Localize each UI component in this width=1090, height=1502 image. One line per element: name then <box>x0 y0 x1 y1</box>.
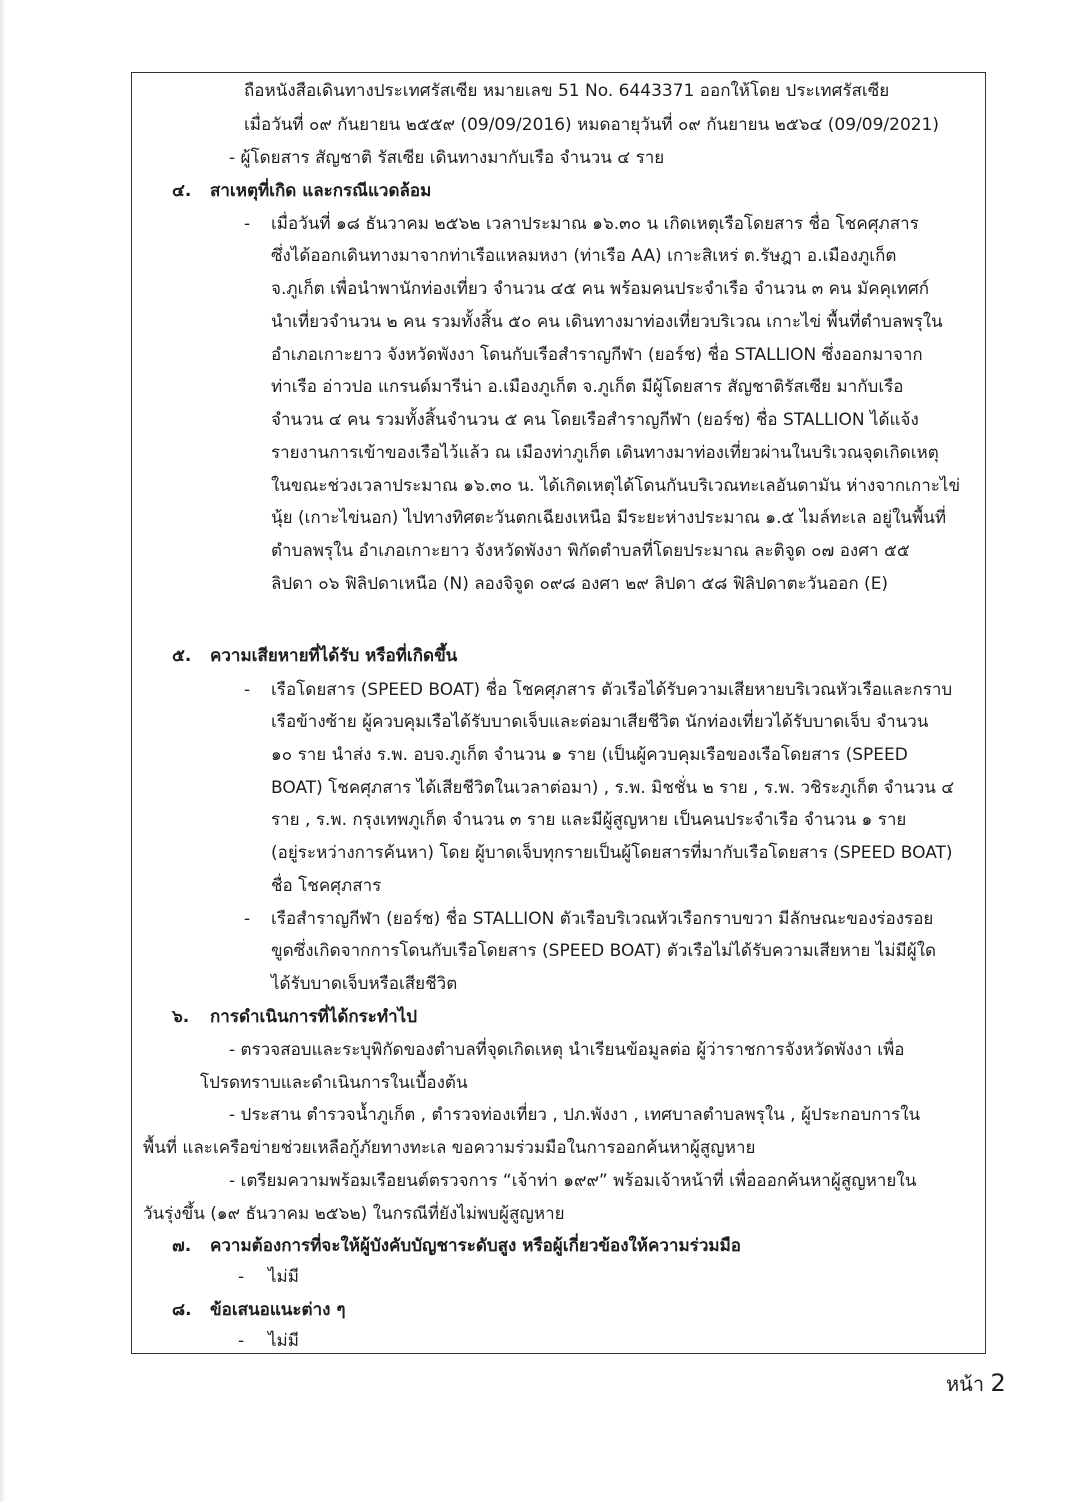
section-5-item2-line: ขูดซึ่งเกิดจากการโดนกับเรือโดยสาร (SPEED BOAT) ตัวเรือไม่ได้รับความเสียหาย ไม่มีผู้ใด <box>271 941 937 961</box>
section-4-line: จำนวน ๔ คน รวมทั้งสิ้นจำนวน ๕ คน โดยเรือสำราญกีฬา (ยอร์ช) ชื่อ STALLION ได้แจ้ง <box>271 410 919 430</box>
section-4-line: ตำบลพรุใน อำเภอเกาะยาว จังหวัดพังงา พิกัดตำบลที่โดยประมาณ ละติจูด ๐๗ องศา ๕๕ <box>271 541 910 561</box>
section-6-line: วันรุ่งขึ้น (๑๙ ธันวาคม ๒๕๖๒) ในกรณีที่ยังไม่พบผู้สูญหาย <box>143 1204 565 1224</box>
section-5-number: ๕. <box>172 646 192 666</box>
section-5-item1-line: ๑๐ ราย นำส่ง ร.พ. อบจ.ภูเก็ต จำนวน ๑ ราย (เป็นผู้ควบคุมเรือของเรือโดยสาร (SPEED <box>271 745 908 765</box>
section-4-line: เมื่อวันที่ ๑๘ ธันวาคม ๒๕๖๒ เวลาประมาณ ๑๖.๓๐ น เกิดเหตุเรือโดยสาร ชื่อ โชคศุภสาร <box>271 214 919 234</box>
section-6-line: - ประสาน ตำรวจน้ำภูเก็ต , ตำรวจท่องเที่ยว , ปภ.พังงา , เทศบาลตำบลพรุใน , ผู้ประกอบการใน <box>229 1105 921 1125</box>
section-6-line: โปรดทราบและดำเนินการในเบื้องต้น <box>200 1073 468 1093</box>
section-8-number: ๘. <box>172 1300 192 1320</box>
section-5-item1-line: เรือข้างซ้าย ผู้ควบคุมเรือได้รับบาดเจ็บและต่อมาเสียชีวิต นักท่องเที่ยวได้รับบาดเจ็บ จำนวน <box>271 712 929 732</box>
section-6-line: - ตรวจสอบและระบุพิกัดของตำบลที่จุดเกิดเหตุ นำเรียนข้อมูลต่อ ผู้ว่าราชการจังหวัดพังงา เพื่อ <box>229 1040 905 1060</box>
section-5-bullet: - <box>244 680 251 700</box>
section-6-number: ๖. <box>172 1007 190 1027</box>
section-6-title: การดำเนินการที่ได้กระทำไป <box>210 1007 418 1027</box>
section-5-item1-line: ราย , ร.พ. กรุงเทพภูเก็ต จำนวน ๓ ราย และมีผู้สูญหาย เป็นคนประจำเรือ จำนวน ๑ ราย <box>271 810 907 830</box>
section-4-line: นุ้ย (เกาะไข่นอก) ไปทางทิศตะวันตกเฉียงเหนือ มีระยะห่างประมาณ ๑.๕ ไมล์ทะเล อยู่ในพื้นที่ <box>271 508 947 528</box>
section-8-bullet: - <box>238 1331 245 1351</box>
section-6-line: - เตรียมความพร้อมเรือยนต์ตรวจการ “เจ้าท่า ๑๙๙” พร้อมเจ้าหน้าที่ เพื่อออกค้นหาผู้สูญหายใน <box>229 1171 917 1191</box>
section-4-bullet: - <box>244 214 251 234</box>
page-number <box>946 1368 1006 1400</box>
section-5-item1-line: ชื่อ โชคศุภสาร <box>271 876 382 896</box>
scan-edge-shadow <box>0 0 6 1502</box>
section-4-heading <box>172 180 431 202</box>
section-6-line: พื้นที่ และเครือข่ายช่วยเหลือกู้ภัยทางทะเล ขอความร่วมมือในการออกค้นหาผู้สูญหาย <box>143 1138 756 1158</box>
section-4-line: อำเภอเกาะยาว จังหวัดพังงา โดนกับเรือสำราญกีฬา (ยอร์ช) ชื่อ STALLION ซึ่งออกมาจาก <box>271 345 923 365</box>
section-5-item1-line: เรือโดยสาร (SPEED BOAT) ชื่อ โชคศุภสาร ตัวเรือได้รับความเสียหายบริเวณหัวเรือและกราบ <box>271 680 953 700</box>
section-4-line: รายงานการเข้าของเรือไว้แล้ว ณ เมืองท่าภูเก็ต เดินทางมาท่องเที่ยวผ่านในบริเวณจุดเกิดเหตุ <box>271 443 939 463</box>
passenger-line: - ผู้โดยสาร สัญชาติ รัสเซีย เดินทางมากับเรือ จำนวน ๔ ราย <box>229 148 665 168</box>
section-4-line: ลิปดา ๐๖ ฟิลิปดาเหนือ (N) ลองจิจูด ๐๙๘ องศา ๒๙ ลิปดา ๕๘ ฟิลิปดาตะวันออก (E) <box>271 574 889 594</box>
section-4-title: สาเหตุที่เกิด และกรณีแวดล้อม <box>210 181 432 201</box>
page-label: หน้า <box>946 1372 985 1396</box>
page-number-value: 2 <box>990 1369 1006 1397</box>
section-5-item2-line: ได้รับบาดเจ็บหรือเสียชีวิต <box>271 974 458 994</box>
section-5-bullet: - <box>244 909 251 929</box>
section-8-value: ไม่มี <box>268 1331 299 1351</box>
section-8-heading <box>172 1299 346 1321</box>
section-7-heading <box>172 1235 741 1257</box>
section-8-title: ข้อเสนอแนะต่าง ๆ <box>210 1300 346 1320</box>
section-7-bullet: - <box>238 1267 245 1287</box>
section-7-title: ความต้องการที่จะให้ผู้บังคับบัญชาระดับสูง หรือผู้เกี่ยวข้องให้ความร่วมมือ <box>210 1236 741 1256</box>
section-5-item1-line: (อยู่ระหว่างการค้นหา) โดย ผู้บาดเจ็บทุกรายเป็นผู้โดยสารที่มากับเรือโดยสาร (SPEED BOAT) <box>271 843 953 863</box>
section-5-title: ความเสียหายที่ได้รับ หรือที่เกิดขึ้น <box>210 646 458 666</box>
section-4-line: จ.ภูเก็ต เพื่อนำพานักท่องเที่ยว จำนวน ๔๕ คน พร้อมคนประจำเรือ จำนวน ๓ คน มัคคุเทศก์ <box>271 279 930 299</box>
passport-line: ถือหนังสือเดินทางประเทศรัสเซีย หมายเลข 51 No. 6443371 ออกให้โดย ประเทศรัสเซีย <box>244 81 890 101</box>
section-5-heading <box>172 645 457 667</box>
section-6-heading <box>172 1006 417 1028</box>
section-4-line: ท่าเรือ อ่าวปอ แกรนด์มารีน่า อ.เมืองภูเก็ต จ.ภูเก็ต มีผู้โดยสาร สัญชาติรัสเซีย มากับเรือ <box>271 377 904 397</box>
section-4-line: นำเที่ยวจำนวน ๒ คน รวมทั้งสิ้น ๕๐ คน เดินทางมาท่องเที่ยวบริเวณ เกาะไข่ พื้นที่ตำบลพรุใน <box>271 312 943 332</box>
section-5-item2-line: เรือสำราญกีฬา (ยอร์ช) ชื่อ STALLION ตัวเรือบริเวณหัวเรือกราบขวา มีลักษณะของร่องรอย <box>271 909 934 929</box>
section-7-value: ไม่มี <box>268 1267 299 1287</box>
section-4-line: ซึ่งได้ออกเดินทางมาจากท่าเรือแหลมหงา (ท่าเรือ AA) เกาะสิเหร่ ต.รัษฎา อ.เมืองภูเก็ต <box>271 246 897 266</box>
section-7-number: ๗. <box>172 1236 192 1256</box>
passport-date-line: เมื่อวันที่ ๐๙ กันยายน ๒๕๕๙ (09/09/2016) หมดอายุวันที่ ๐๙ กันยายน ๒๕๖๔ (09/09/2021) <box>244 115 940 135</box>
section-5-item1-line: BOAT) โชคศุภสาร ได้เสียชีวิตในเวลาต่อมา) , ร.พ. มิชชั่น ๒ ราย , ร.พ. วชิระภูเก็ต จำนวน ๔ <box>271 778 955 798</box>
section-4-line: ในขณะช่วงเวลาประมาณ ๑๖.๓๐ น. ได้เกิดเหตุได้โดนกันบริเวณทะเลอันดามัน ห่างจากเกาะไข่ <box>271 476 961 496</box>
section-4-number: ๔. <box>172 181 192 201</box>
